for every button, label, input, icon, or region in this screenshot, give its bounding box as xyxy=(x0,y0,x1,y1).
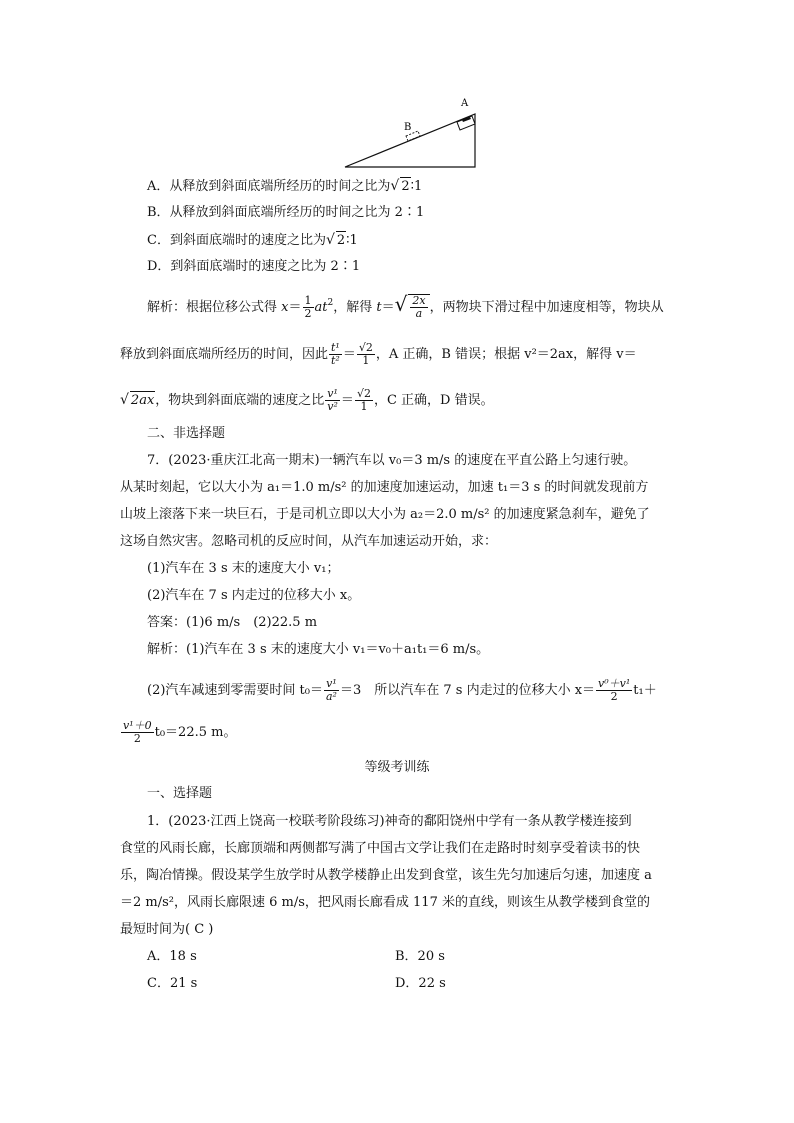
incline-figure xyxy=(340,92,485,172)
label-b: B xyxy=(404,122,412,133)
analysis-q6-line1: 解析：根据位移公式得 x＝ $\frac{1}{2}$ $at^2$，解得 t＝√ $\frac{2x}{a}$ ，两物块下滑过程中加速度相等，物块从 xyxy=(147,292,664,320)
section-title-nonchoice: 二、非选择题 xyxy=(147,426,226,441)
analysis-q6-line2: 释放到斜面底端所经历的时间，因此 $\frac{\text{t¹}}{\text{t²}}$ ＝ $\frac{√2}{1}$ ，A 正确，B 错误；根据 v²＝2ax，解得 v＝ xyxy=(120,341,637,367)
option-c: C．到斜面底端时的速度之比为√ 2∶1 xyxy=(147,232,358,248)
q7-analysis2: (2)汽车减速到零需要时间 t₀＝ $\frac{\text{v¹}}{\text{a²}}$ ＝3 所以汽车在 7 s 内走过的位移大小 x＝ $\frac{\text{v⁰＋v¹}}{2}$ t₁＋ xyxy=(147,677,657,703)
q1-line5: 最短时间为( C ) xyxy=(120,922,214,937)
q1-option-d: D．22 s xyxy=(395,976,446,991)
analysis-q6-line3: √ 2ax，物块到斜面底端的速度之比 $\frac{\text{v¹}}{\text{v²}}$ ＝ $\frac{√2}{1}$ ，C 正确，D 错误。 xyxy=(120,387,494,413)
q7-sub2: (2)汽车在 7 s 内走过的位移大小 x。 xyxy=(147,588,361,603)
q7-analysis3: $\frac{\text{v¹＋0}}{2}$ t₀＝22.5 m。 xyxy=(123,719,237,745)
q1-option-c: C．21 s xyxy=(147,976,198,991)
q7-analysis1: 解析：(1)汽车在 3 s 末的速度大小 v₁＝v₀＋a₁t₁＝6 m/s。 xyxy=(147,642,490,657)
level-title: 等级考训练 xyxy=(364,760,430,775)
q7-line2: 从某时刻起，它以大小为 a₁＝1.0 m/s² 的加速度加速运动，加速 t₁＝3 s 的时间就发现前方 xyxy=(120,480,649,495)
q1-line4: ＝2 m/s²，风雨长廊限速 6 m/s，把风雨长廊看成 117 米的直线，则该生从教学楼到食堂的 xyxy=(120,895,650,910)
q1-option-a: A．18 s xyxy=(147,949,197,964)
option-d: D．到斜面底端时的速度之比为 2∶1 xyxy=(147,259,361,274)
label-a: A xyxy=(461,98,469,109)
q1-option-b: B．20 s xyxy=(395,949,445,964)
q7-line1: 7．(2023·重庆江北高一期末)一辆汽车以 v₀＝3 m/s 的速度在平直公路上匀速行驶。 xyxy=(147,453,637,468)
option-b: B．从释放到斜面底端所经历的时间之比为 2∶1 xyxy=(147,205,425,220)
option-a: A．从释放到斜面底端所经历的时间之比为√ 2∶1 xyxy=(147,178,423,194)
q7-line4: 这场自然灾害。忽略司机的反应时间，从汽车加速运动开始，求： xyxy=(120,534,498,549)
q1-line3: 乐，陶冶情操。假设某学生放学时从教学楼静止出发到食堂，该生先匀加速后匀速，加速度 a xyxy=(120,868,652,883)
q7-sub1: (1)汽车在 3 s 末的速度大小 v₁； xyxy=(147,561,340,576)
block-a xyxy=(457,116,475,130)
q7-line3: 山坡上滚落下来一块巨石，于是司机立即以大小为 a₂＝2.0 m/s² 的加速度紧急刹车，避免了 xyxy=(120,507,650,522)
q1-line1: 1．(2023·江西上饶高一校联考阶段练习)神奇的鄱阳饶州中学有一条从教学楼连接到 xyxy=(147,814,632,829)
q7-answer: 答案：(1)6 m/s (2)22.5 m xyxy=(147,615,318,630)
section-title-choice: 一、选择题 xyxy=(147,786,213,801)
q1-line2: 食堂的风雨长廊，长廊顶端和两侧都写满了中国古文学让我们在走路时时刻享受着读书的快 xyxy=(120,841,641,856)
